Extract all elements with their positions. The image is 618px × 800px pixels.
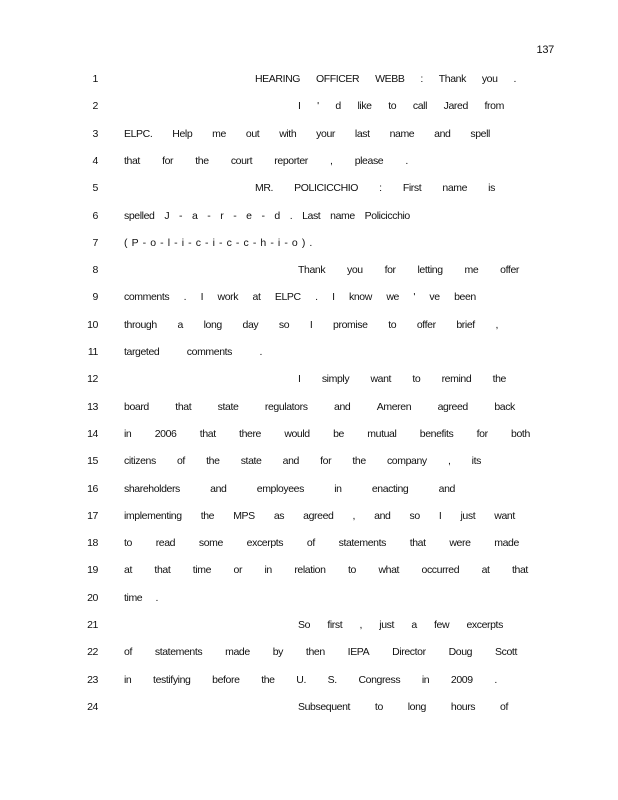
word: I — [200, 291, 204, 304]
word: , — [495, 318, 498, 331]
word: . — [513, 73, 516, 85]
word: know — [349, 291, 372, 304]
word: its — [471, 455, 481, 468]
line-text — [124, 535, 519, 551]
word: ' — [317, 100, 319, 113]
word: ( — [124, 236, 128, 249]
word: spelled — [124, 209, 155, 222]
word: , — [352, 509, 356, 522]
word: we — [386, 291, 399, 304]
line-number: 16 — [87, 482, 98, 495]
word: WEBB — [375, 73, 405, 85]
word: state — [240, 455, 262, 468]
word: you — [347, 264, 363, 277]
word: Jared — [443, 100, 468, 113]
word: last — [354, 127, 370, 140]
word: e — [246, 209, 252, 222]
line-number: 17 — [87, 509, 98, 522]
word: . — [259, 346, 262, 358]
word: call — [412, 100, 427, 113]
word: for — [384, 264, 396, 277]
word: c — [226, 236, 232, 249]
word: and — [374, 509, 391, 522]
word: out — [245, 127, 260, 140]
word: the — [261, 673, 275, 686]
word: what — [378, 564, 400, 577]
word: of — [306, 537, 315, 550]
word: comments — [124, 291, 170, 304]
word: the — [352, 455, 366, 468]
word: First — [402, 182, 422, 195]
word: or — [233, 564, 243, 577]
transcript-line — [0, 399, 618, 415]
word: for — [476, 427, 488, 440]
word: of — [500, 700, 508, 713]
word: i — [212, 236, 215, 249]
word: ELPC — [274, 291, 301, 304]
word: few — [434, 619, 450, 631]
transcript-line — [0, 153, 618, 169]
word: remind — [441, 373, 472, 386]
word: spell — [470, 127, 490, 140]
word: Scott — [495, 646, 517, 659]
word: in — [124, 673, 132, 686]
word: Director — [392, 646, 426, 659]
word: - — [235, 236, 240, 249]
word: c — [243, 236, 249, 249]
line-text — [298, 371, 506, 387]
line-number: 24 — [87, 700, 98, 713]
word: . — [315, 291, 318, 304]
word: , — [359, 619, 363, 631]
word: the — [492, 373, 506, 386]
word: at — [124, 564, 132, 577]
word: Thank — [298, 264, 326, 277]
word: promise — [333, 318, 368, 331]
word: h — [260, 236, 266, 249]
line-text — [124, 399, 515, 415]
word: - — [160, 236, 164, 249]
transcript-line — [0, 644, 618, 660]
word: I — [298, 373, 301, 386]
word: mutual — [367, 427, 397, 440]
transcript-line — [0, 672, 618, 688]
line-text — [298, 617, 503, 633]
word: ve — [429, 291, 440, 304]
word: - — [233, 209, 237, 222]
transcript-line — [0, 235, 618, 251]
word: P — [131, 236, 139, 249]
word: OFFICER — [315, 73, 360, 85]
word: J — [164, 209, 170, 222]
word: - — [252, 236, 256, 249]
word: name — [442, 182, 468, 195]
line-number: 23 — [87, 673, 98, 686]
word: just — [460, 509, 476, 522]
word: from — [484, 100, 504, 113]
line-text — [124, 426, 530, 442]
word: some — [198, 537, 223, 550]
word: is — [488, 182, 495, 195]
word: been — [454, 291, 476, 304]
word: to — [348, 564, 356, 577]
word: to — [374, 700, 383, 713]
word: i — [181, 236, 184, 249]
word: r — [220, 209, 224, 222]
word: - — [261, 209, 265, 222]
word: I — [438, 509, 442, 522]
line-number: 19 — [87, 564, 98, 577]
word: then — [305, 646, 325, 659]
line-text — [124, 344, 262, 360]
line-text — [255, 180, 495, 196]
word: l — [167, 236, 170, 249]
word: so — [409, 509, 420, 522]
word: HEARING — [255, 73, 301, 85]
line-text — [124, 508, 515, 524]
word: d — [274, 209, 280, 222]
transcript-line — [0, 508, 618, 524]
word: IEPA — [347, 646, 370, 659]
word: - — [188, 236, 192, 249]
word: . — [289, 209, 293, 222]
line-number: 2 — [92, 100, 98, 113]
word: made — [494, 537, 519, 550]
word: name — [389, 127, 415, 140]
line-number: 6 — [92, 209, 98, 222]
word: MPS — [233, 509, 255, 522]
word: in — [264, 564, 272, 577]
word: implementing — [124, 509, 182, 522]
word: - — [205, 236, 209, 249]
word: statements — [154, 646, 203, 659]
word: I — [309, 318, 313, 331]
word: day — [242, 318, 259, 331]
word: in — [334, 482, 342, 495]
line-number: 4 — [92, 154, 98, 167]
word: that — [154, 564, 171, 577]
word: relation — [294, 564, 326, 577]
word: . — [494, 673, 497, 686]
word: first — [327, 619, 343, 631]
word: targeted — [124, 346, 160, 358]
transcript-line — [0, 562, 618, 578]
word: at — [252, 291, 261, 304]
word: and — [438, 482, 455, 495]
line-text — [124, 153, 408, 169]
word: - — [179, 209, 183, 222]
word: made — [225, 646, 250, 659]
word: Last — [302, 209, 321, 222]
word: comments — [186, 346, 233, 358]
word: that — [512, 564, 528, 577]
line-number: 3 — [92, 127, 98, 140]
word: . — [155, 591, 158, 604]
transcript-line — [0, 344, 618, 360]
word: Thank — [438, 73, 466, 85]
word: o — [150, 236, 156, 249]
line-number: 7 — [92, 236, 98, 249]
word: board — [124, 400, 149, 413]
transcript-line — [0, 453, 618, 469]
word: there — [239, 427, 261, 440]
word: read — [155, 537, 176, 550]
word: hours — [450, 700, 476, 713]
line-text — [124, 126, 490, 142]
line-text — [255, 71, 516, 87]
line-number: 11 — [87, 346, 98, 358]
transcript-line — [0, 71, 618, 87]
word: please — [354, 154, 384, 167]
word: time — [124, 591, 143, 604]
transcript-line — [0, 180, 618, 196]
word: time — [192, 564, 212, 577]
word: offer — [500, 264, 519, 277]
word: I — [332, 291, 335, 304]
word: S. — [327, 673, 337, 686]
word: the — [195, 154, 209, 167]
word: that — [409, 537, 426, 550]
word: regulators — [264, 400, 308, 413]
word: shareholders — [124, 482, 180, 495]
word: with — [279, 127, 297, 140]
line-text — [124, 317, 498, 333]
word: your — [316, 127, 335, 140]
line-text — [298, 262, 519, 278]
word: Subsequent — [298, 700, 351, 713]
word: me — [464, 264, 479, 277]
transcript-line — [0, 317, 618, 333]
line-text — [124, 289, 476, 305]
word: that — [199, 427, 216, 440]
word: - — [207, 209, 211, 222]
word: to — [388, 318, 397, 331]
word: and — [334, 400, 351, 413]
transcript-line — [0, 535, 618, 551]
word: Policicchio — [364, 209, 410, 222]
word: to — [124, 537, 132, 550]
word: the — [200, 509, 215, 522]
word: of — [124, 646, 132, 659]
word: and — [210, 482, 227, 495]
word: excerpts — [246, 537, 284, 550]
line-number: 20 — [87, 591, 98, 604]
line-number: 22 — [87, 646, 98, 659]
word: : — [379, 182, 382, 195]
word: Help — [172, 127, 193, 140]
word: so — [278, 318, 290, 331]
word: company — [386, 455, 427, 468]
word: occurred — [421, 564, 460, 577]
transcript-line — [0, 262, 618, 278]
word: just — [379, 619, 395, 631]
word: , — [330, 154, 333, 167]
word: long — [203, 318, 222, 331]
word: in — [124, 427, 132, 440]
word: excerpts — [466, 619, 503, 631]
word: agreed — [437, 400, 468, 413]
word: testifying — [153, 673, 191, 686]
word: MR. — [255, 182, 274, 195]
transcript-line — [0, 208, 618, 224]
word: state — [217, 400, 239, 413]
transcript-line — [0, 617, 618, 633]
transcript-line — [0, 590, 618, 606]
word: through — [124, 318, 157, 331]
word: for — [162, 154, 174, 167]
word: court — [230, 154, 253, 167]
word: at — [481, 564, 490, 577]
line-number: 21 — [87, 619, 98, 631]
line-number: 12 — [87, 373, 98, 386]
transcript-line — [0, 289, 618, 305]
page-number: 137 — [536, 44, 554, 56]
word: before — [212, 673, 240, 686]
word: both — [511, 427, 530, 440]
line-text — [124, 208, 410, 224]
word: for — [320, 455, 332, 468]
word: of — [176, 455, 185, 468]
word: - — [142, 236, 146, 249]
word: the — [206, 455, 220, 468]
word: U. — [296, 673, 306, 686]
word: want — [494, 509, 515, 522]
transcript-line — [0, 371, 618, 387]
line-number: 5 — [92, 182, 98, 195]
line-number: 13 — [87, 400, 98, 413]
line-number: 8 — [92, 264, 98, 277]
word: you — [481, 73, 498, 85]
word: benefits — [419, 427, 454, 440]
word: were — [449, 537, 471, 550]
word: - — [174, 236, 178, 249]
word: 2009 — [450, 673, 473, 686]
transcript-line — [0, 98, 618, 114]
word: . — [405, 154, 408, 167]
word: like — [357, 100, 372, 113]
word: employees — [256, 482, 304, 495]
line-text — [298, 699, 508, 715]
transcript-line — [0, 699, 618, 715]
word: back — [494, 400, 515, 413]
word: a — [177, 318, 183, 331]
line-number: 15 — [87, 455, 98, 468]
word: , — [447, 455, 451, 468]
word: c — [195, 236, 201, 249]
word: that — [175, 400, 192, 413]
word: : — [420, 73, 423, 85]
word: I — [298, 100, 301, 113]
word: POLICICCHIO — [294, 182, 359, 195]
line-number: 18 — [87, 537, 98, 550]
word: and — [282, 455, 299, 468]
word: simply — [321, 373, 350, 386]
word: to — [388, 100, 397, 113]
word: long — [407, 700, 427, 713]
word: d — [335, 100, 341, 113]
word: a — [411, 619, 417, 631]
word: Ameren — [376, 400, 412, 413]
line-text — [124, 453, 481, 469]
word: agreed — [303, 509, 334, 522]
word: work — [217, 291, 239, 304]
word: be — [333, 427, 344, 440]
word: would — [284, 427, 310, 440]
word: as — [273, 509, 285, 522]
word: Congress — [358, 673, 401, 686]
line-text — [124, 590, 158, 606]
word: name — [330, 209, 355, 222]
word: i — [277, 236, 280, 249]
word: me — [212, 127, 226, 140]
word: reporter — [274, 154, 308, 167]
line-text — [124, 235, 312, 251]
word: offer — [416, 318, 436, 331]
word: by — [272, 646, 284, 659]
transcript-line — [0, 126, 618, 142]
word: . — [309, 236, 312, 249]
line-text — [124, 481, 455, 497]
word: letting — [417, 264, 443, 277]
word: ELPC. — [124, 127, 153, 140]
word: enacting — [371, 482, 409, 495]
transcript-line — [0, 481, 618, 497]
word: a — [191, 209, 198, 222]
line-number: 10 — [87, 318, 98, 331]
line-number: 9 — [92, 291, 98, 304]
line-text — [124, 644, 517, 660]
word: . — [183, 291, 187, 304]
word: So — [298, 619, 311, 631]
word: o — [291, 236, 298, 249]
line-text — [298, 98, 504, 114]
line-number: 14 — [87, 427, 98, 440]
word: and — [434, 127, 451, 140]
word: - — [284, 236, 288, 249]
line-number: 1 — [92, 73, 98, 85]
word: that — [124, 154, 140, 167]
word: ' — [413, 291, 415, 304]
word: statements — [338, 537, 386, 550]
transcript-line — [0, 426, 618, 442]
word: to — [412, 373, 421, 386]
word: brief — [456, 318, 475, 331]
word: - — [219, 236, 223, 249]
line-text — [124, 562, 528, 578]
word: in — [421, 673, 430, 686]
word: 2006 — [154, 427, 177, 440]
word: citizens — [124, 455, 156, 468]
word: ) — [301, 236, 305, 249]
line-text — [124, 672, 497, 688]
word: want — [370, 373, 392, 386]
word: - — [270, 236, 274, 249]
word: Doug — [448, 646, 473, 659]
